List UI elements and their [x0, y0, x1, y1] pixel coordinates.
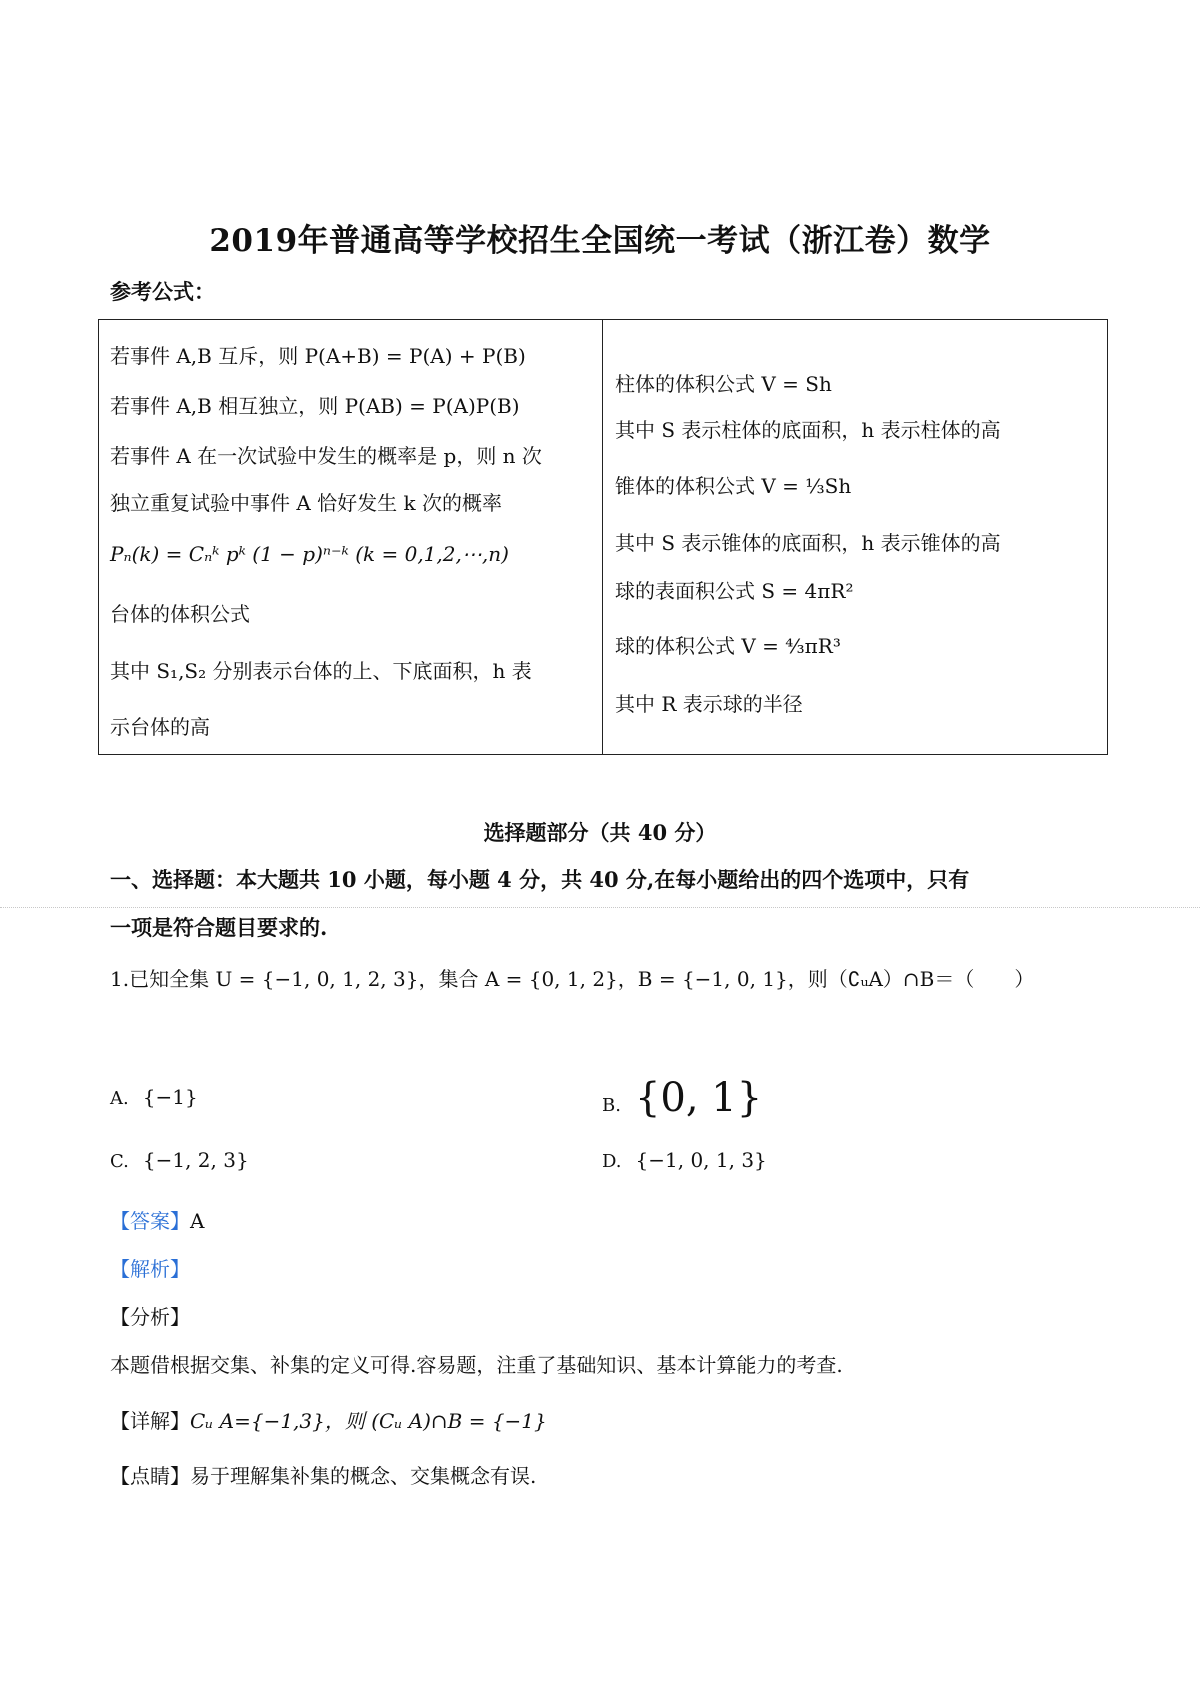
fenxi-text: 本题借根据交集、补集的定义可得.容易题，注重了基础知识、基本计算能力的考查. — [110, 1353, 843, 1377]
option-d — [602, 1148, 767, 1172]
formula-right-1: 柱体的体积公式 V = Sh — [615, 372, 832, 396]
formula-left-1: 若事件 A,B 互斥，则 P(A+B) = P(A) + P(B) — [110, 344, 526, 368]
formula-left-4: 独立重复试验中事件 A 恰好发生 k 次的概率 — [110, 491, 502, 515]
section-title: 选择题部分（共 40 分） — [483, 820, 717, 845]
option-a — [110, 1085, 198, 1109]
instructions-line-1: 一、选择题：本大题共 10 小题，每小题 4 分，共 40 分,在每小题给出的四个选项中，只有 — [110, 867, 970, 892]
comment-tag: 【点睛】 — [110, 1464, 190, 1488]
answer-value: A — [190, 1209, 205, 1233]
formula-left-6: 台体的体积公式 — [110, 602, 250, 626]
detail-text: Cᵤ A={−1,3}，则 (Cᵤ A)∩B = {−1} — [190, 1409, 547, 1433]
question-1-text: 1.已知全集 U = {−1, 0, 1, 2, 3}，集合 A = {0, 1, 2}，B = {−1, 0, 1}，则（∁ᵤA）∩B＝（ ） — [110, 967, 1035, 991]
formula-right-4: 其中 S 表示锥体的底面积，h 表示锥体的高 — [615, 531, 1001, 555]
detail-tag: 【详解】 — [110, 1409, 190, 1433]
formula-left-8: 示台体的高 — [110, 715, 210, 739]
comment-text: 易于理解集补集的概念、交集概念有误. — [190, 1464, 537, 1488]
reference-formulas-heading: 参考公式： — [110, 279, 215, 304]
formula-left-5: Pₙ(k) = Cₙᵏ pᵏ (1 − p)ⁿ⁻ᵏ (k = 0,1,2,⋯,n) — [110, 542, 509, 566]
answer-tag: 【答案】 — [110, 1209, 190, 1233]
answer-line — [110, 1205, 204, 1234]
formula-left-2: 若事件 A,B 相互独立，则 P(AB) = P(A)P(B) — [110, 394, 520, 418]
formula-table-divider — [602, 319, 603, 755]
option-c-label: C. — [110, 1151, 129, 1172]
formula-right-6: 球的体积公式 V = ⁴⁄₃πR³ — [615, 634, 841, 658]
option-d-label: D. — [602, 1151, 622, 1172]
option-d-value: {−1, 0, 1, 3} — [635, 1148, 767, 1172]
formula-right-2: 其中 S 表示柱体的底面积，h 表示柱体的高 — [615, 418, 1001, 442]
analysis-tag: 【解析】 — [110, 1257, 190, 1281]
formula-right-3: 锥体的体积公式 V = ⅓Sh — [615, 474, 852, 498]
formula-left-7: 其中 S₁,S₂ 分别表示台体的上、下底面积，h 表 — [110, 659, 532, 683]
fenxi-tag: 【分析】 — [110, 1305, 190, 1329]
instructions-line-2: 一项是符合题目要求的. — [110, 915, 328, 940]
option-b-label: B. — [602, 1095, 621, 1116]
formula-right-7: 其中 R 表示球的半径 — [615, 692, 803, 716]
option-b — [602, 1075, 762, 1121]
formula-left-3: 若事件 A 在一次试验中发生的概率是 p，则 n 次 — [110, 444, 542, 468]
option-a-label: A. — [110, 1088, 129, 1109]
dotted-divider — [0, 907, 1200, 908]
option-c — [110, 1148, 249, 1172]
option-b-value: {0, 1} — [634, 1075, 763, 1121]
formula-right-5: 球的表面积公式 S = 4πR² — [615, 579, 854, 603]
option-a-value: {−1} — [142, 1085, 198, 1109]
detail-line — [110, 1405, 547, 1434]
option-c-value: {−1, 2, 3} — [142, 1148, 249, 1172]
page-title: 2019年普通高等学校招生全国统一考试（浙江卷）数学 — [209, 223, 991, 259]
comment-line — [110, 1460, 536, 1489]
